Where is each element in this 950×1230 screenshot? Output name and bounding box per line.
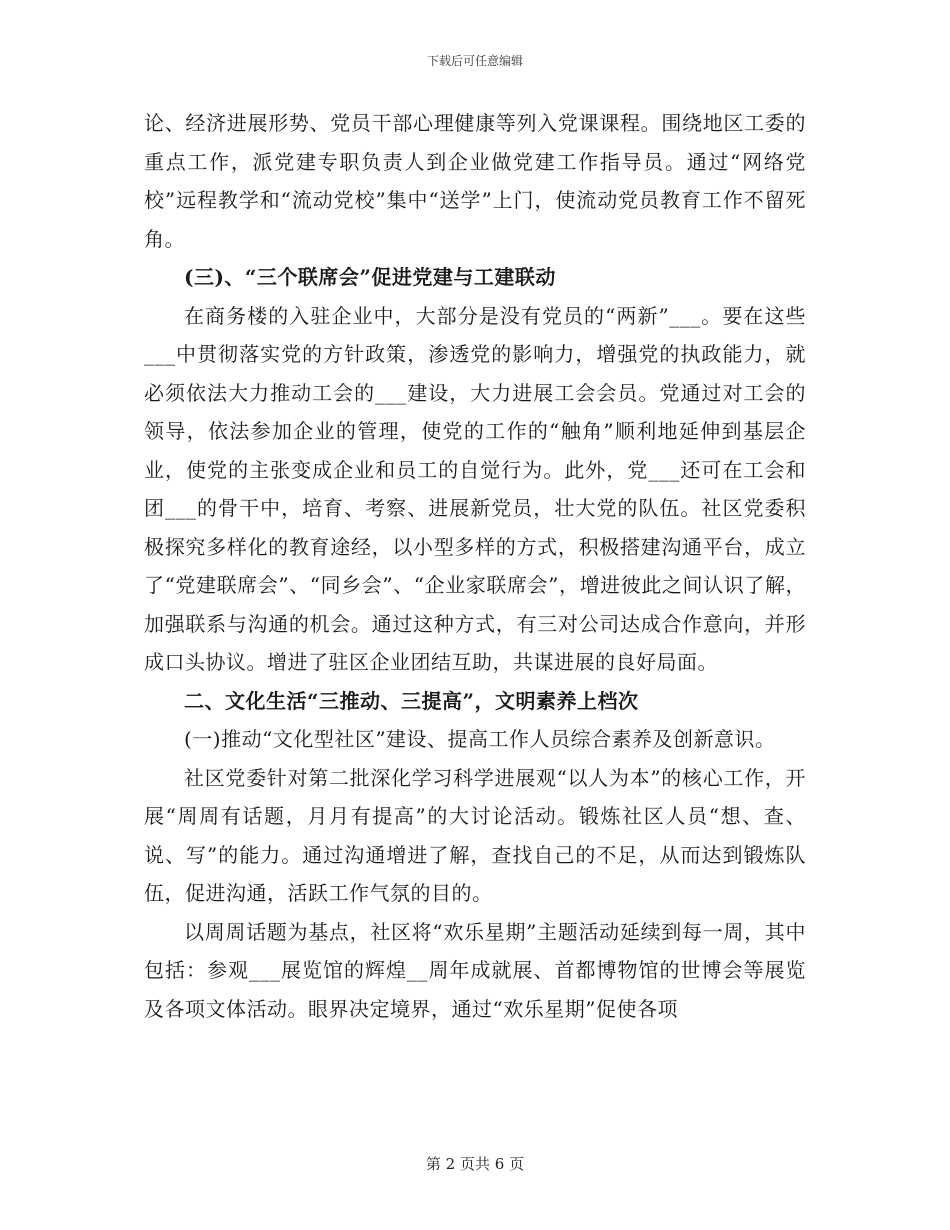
page-number: 第 2 页共 6 页 [425,1155,525,1173]
paragraph-happy-week: 以周周话题为基点，社区将“欢乐星期”主题活动延续到每一周，其中包括：参观___展览馆的辉煌__周年成就展、首都博物馆的世博会等展览及各项文体活动。眼界决定境界，通过“欢乐星期”促使各项 [144,919,806,1021]
paragraph-party-union: 在商务楼的入驻企业中，大部分是没有党员的“两新”___。要在这些___中贯彻落实党的方针政策，渗透党的影响力，增强党的执政能力，就必须依法大力推动工会的___建设，大力进展工会会员。党通过对工会的领导，依法参加企业的管理，使党的工作的“触角”顺利地延伸到基层企业，使党的主张变成企业和员工的自觉行为。此外，党___还可在工会和团___的骨干中，培育、考察、进展新党员，壮大党的队伍。社区党委积极探究多样化的教育途经，以小型多样的方式，积极搭建沟通平台，成立了“党建联席会”、“同乡会”、“企业家联席会”，增进彼此之间认识了解，加强联系与沟通的机会。通过这种方式，有三对公司达成合作意向，并形成口头协议。增进了驻区企业团结互助，共谋进展的良好局面。 [144,303,806,674]
paragraph-discussion-activity: 社区党委针对第二批深化学习科学进展观“以人为本”的核心工作，开展“周周有话题，月月有提高”的大讨论活动。锻炼社区人员“想、查、说、写”的能力。通过沟通增进了解，查找自己的不足，从而达到锻炼队伍，促进沟通，活跃工作气氛的目的。 [144,765,806,905]
document-body [144,104,806,1028]
section-heading-three-meetings: (三)、“三个联席会”促进党建与工建联动 [184,265,556,289]
page-header: 下载后可任意编辑 [426,54,523,68]
section-heading-culture: 二、文化生活“三推动、三提高”，文明素养上档次 [184,688,639,713]
paragraph-continued: 论、经济进展形势、党员干部心理健康等列入党课课程。围绕地区工委的重点工作，派党建专职负责人到企业做党建工作指导员。通过“网络党校”远程教学和“流动党校”集中“送学”上门，使流动党员教育工作不留死角。 [144,111,806,251]
subheading-cultural-community: (一)推动“文化型社区”建设、提高工作人员综合素养及创新意识。 [184,727,776,751]
